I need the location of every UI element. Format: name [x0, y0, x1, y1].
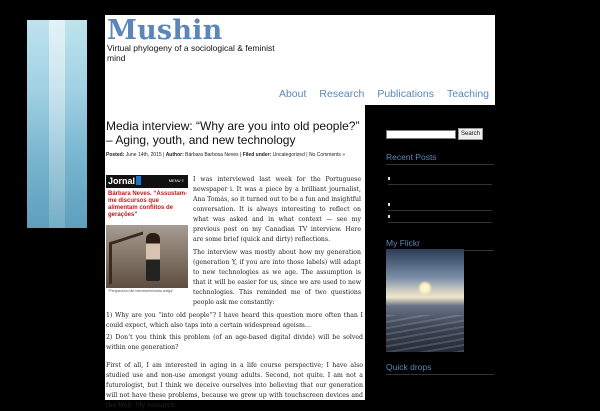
meta-author-label: Author:	[165, 152, 184, 158]
recent-posts-title: Recent Posts	[386, 152, 494, 165]
search-button[interactable]: Search	[458, 128, 483, 140]
nav-item-teaching[interactable]: Teaching	[446, 88, 489, 100]
site-title[interactable]: Mushin	[107, 15, 223, 46]
meta-category-link[interactable]: Uncategorized	[272, 152, 305, 158]
site-header	[105, 15, 495, 105]
meta-date: June 14th, 2015	[125, 152, 162, 158]
post-paragraph-2: The interview was mostly about how my generation (generation Y, if you are into those labels) will adapt to new technologies as we age. The assumption is that it will be easier for us, since we are used to new technologies. This reminded me of two questions people ask me constantly:	[193, 249, 361, 306]
thumbnail-photo	[106, 225, 188, 288]
person-figure	[146, 233, 160, 281]
meta-posted-label: Posted:	[106, 152, 125, 158]
post-meta: Posted: June 14th, 2015 | Author: Bárbara Barbosa Neves | Filed under: Uncategorized | No Comments »	[106, 152, 346, 158]
post-title[interactable]: Media interview: “Why are you into old people?” – Aging, youth, and new technology	[106, 119, 360, 147]
article-thumbnail[interactable]	[106, 175, 188, 295]
site-tagline: Virtual phylogeny of a sociological & feminist mind	[107, 43, 275, 63]
main-nav	[279, 88, 489, 100]
thumbnail-menu-label: MENU ≡	[168, 178, 184, 183]
decorative-side-image	[27, 20, 87, 228]
post-paragraph-3: 1) Why are you “into old people”? I have heard this question more often than I could expect, which also taps into a certain widespread ageism…	[106, 312, 363, 329]
post-content	[105, 105, 365, 409]
recent-post-item[interactable]	[388, 201, 492, 211]
newspaper-logo: Jornal	[108, 176, 141, 186]
thumbnail-headline: Bárbara Neves. “Assustam-me discursos que alimentam conflitos de gerações”	[108, 191, 188, 218]
post-paragraph-1: I was interviewed last week for the Portuguese newspaper i. It was a piece by a brilliant journalist, Ana Tomás, so it turned out to be a fun and insightful conversation. It is always interesting to reflect on what was asked and in what context — see my previous post on my Canadian TV interview. Here are some brief (quick and dirty) reflections.	[193, 176, 361, 243]
sun-glow	[418, 281, 432, 295]
nav-item-research[interactable]: Research	[319, 88, 365, 100]
staircase-graphic	[109, 231, 143, 284]
ocean-surf	[386, 315, 464, 352]
meta-filed-label: Filed under:	[242, 152, 272, 158]
post-paragraph-5: First of all, I am interested in aging in a life course perspective; I have also studied use and non-use amongst young adults. Second, not quite. I am not a futurologist, but I think we deceive ourselves into believing that our generation will not have these problems, because we grew up with touchscreen devices and the Web. My research	[106, 362, 363, 409]
nav-item-about[interactable]: About	[278, 88, 307, 100]
recent-post-item[interactable]	[388, 213, 492, 223]
post-paragraph-4: 2) Don’t you think this problem (of an age-based digital divide) will be solved within one generation?	[106, 334, 363, 351]
flickr-photo[interactable]	[386, 249, 464, 352]
search-input[interactable]	[386, 130, 456, 139]
recent-post-item[interactable]	[388, 175, 492, 185]
quick-drops-title: Quick drops	[386, 362, 494, 375]
thumbnail-caption: "Perspectiva não interdiscriminada antiga"	[108, 289, 174, 293]
flickr-widget-title: My Flickr	[386, 238, 494, 251]
nav-item-publications[interactable]: Publications	[377, 88, 434, 100]
meta-author: Bárbara Barbosa Neves	[185, 152, 239, 158]
meta-comments-link[interactable]: No Comments »	[308, 152, 346, 158]
